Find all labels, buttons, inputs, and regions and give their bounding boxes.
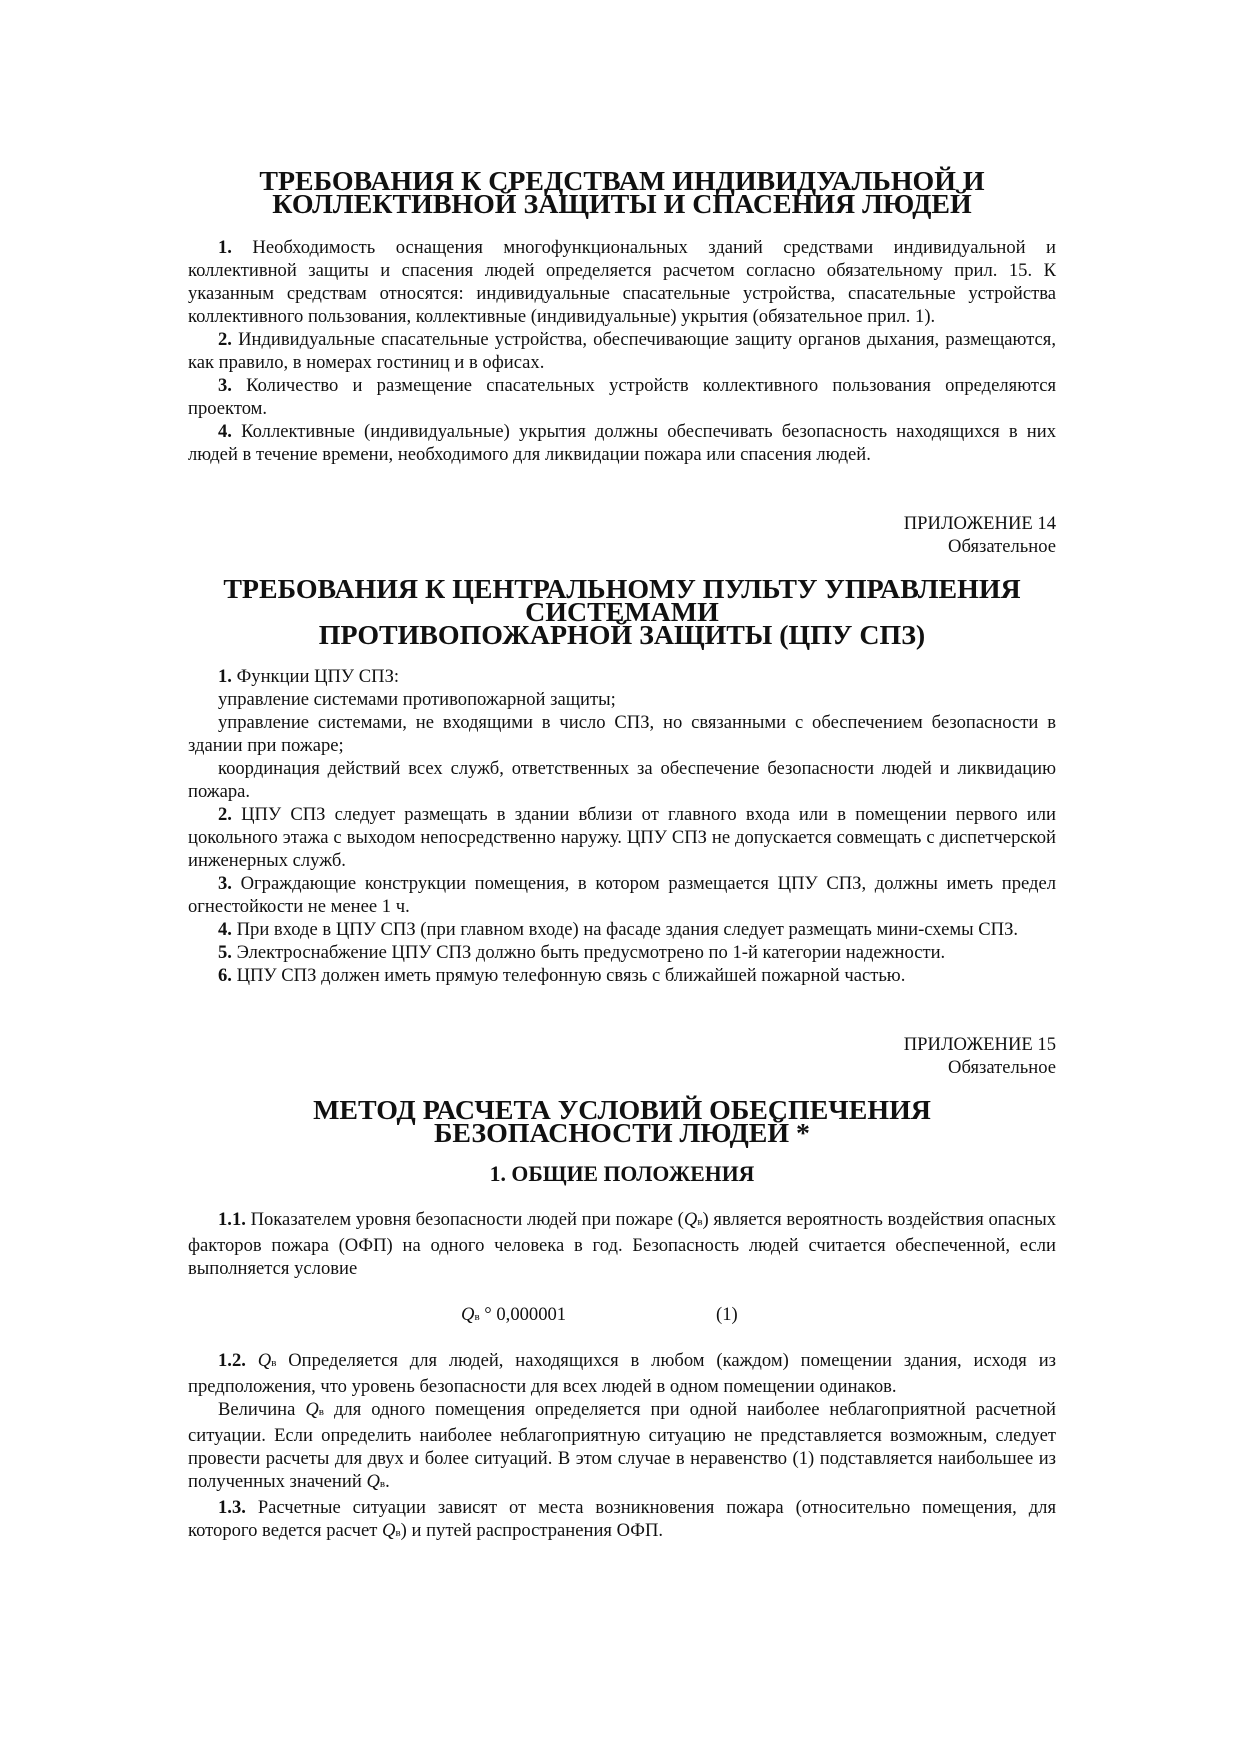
item-text: Необходимость оснащения многофункциональных зданий средствами индивидуальной и коллективной защиты и спасения людей определяется расчетом согласно обязательному прил. 15. К указанным средствам относятся: индивидуальные спасательные устройства, спасательные устройства коллективного пользования, коллективные (индивидуальные) укрытия (обязательное прил. 1).	[188, 237, 1056, 327]
item-number: 6.	[218, 965, 232, 986]
paragraph	[188, 1349, 1056, 1398]
item-number: 1.	[218, 666, 232, 687]
appendix-label: ПРИЛОЖЕНИЕ 15	[903, 1034, 1056, 1055]
symbol-q: Q	[461, 1304, 475, 1325]
paragraph	[188, 1398, 1056, 1496]
item-text: Ограждающие конструкции помещения, в котором размещается ЦПУ СПЗ, должны иметь предел огнестойкости не менее 1 ч.	[188, 873, 1056, 917]
symbol-subscript: в	[318, 1406, 324, 1418]
formula-expression	[461, 1303, 566, 1329]
section-title-method	[188, 1095, 1056, 1149]
item-text: Величина	[218, 1399, 306, 1420]
item-text: При входе в ЦПУ СПЗ (при главном входе) на фасаде здания следует размещать мини-схемы СПЗ.	[231, 919, 1019, 940]
symbol-q: Q	[683, 1209, 698, 1230]
paragraph	[188, 872, 1056, 918]
section-title-control-panel	[188, 574, 1056, 651]
symbol-subscript: в	[379, 1478, 386, 1490]
item-number: 3.	[218, 873, 232, 894]
symbol-subscript: в	[395, 1527, 401, 1539]
formula-value: ° 0,000001	[479, 1304, 567, 1325]
title-line: МЕТОД РАСЧЕТА УСЛОВИЙ ОБЕСПЕЧЕНИЯ	[313, 1095, 931, 1126]
appendix-label: ПРИЛОЖЕНИЕ 14	[903, 513, 1056, 534]
title-line: ТРЕБОВАНИЯ К ЦЕНТРАЛЬНОМУ ПУЛЬТУ УПРАВЛЕНИЯ СИСТЕМАМИ	[223, 574, 1021, 628]
paragraph	[188, 918, 1056, 941]
item-text: ) является вероятность воздействия опасных факторов пожара (ОФП) на одного человека в год. Безопасность людей считается обеспеченной, если выполняется условие	[188, 1209, 1056, 1279]
paragraph	[188, 236, 1056, 328]
appendix-header-14	[188, 512, 1056, 558]
symbol-subscript: в	[271, 1357, 277, 1369]
item-text: Показателем уровня безопасности людей при пожаре (	[245, 1209, 684, 1230]
item-text: ЦПУ СПЗ должен иметь прямую телефонную связь с ближайшей пожарной частью.	[231, 965, 906, 986]
paragraph	[188, 1208, 1056, 1280]
item-text: Расчетные ситуации зависят от места возникновения пожара (относительно помещения, для которого ведется расчет	[188, 1497, 1056, 1541]
item-number: 1.3.	[218, 1497, 246, 1518]
item-number: 1.	[218, 237, 232, 258]
title-line: КОЛЛЕКТИВНОЙ ЗАЩИТЫ И СПАСЕНИЯ ЛЮДЕЙ	[272, 189, 972, 220]
symbol-subscript: в	[697, 1216, 703, 1228]
item-number: 4.	[218, 919, 232, 940]
title-line: ПРОТИВОПОЖАРНОЙ ЗАЩИТЫ (ЦПУ СПЗ)	[318, 620, 926, 651]
appendix-status: Обязательное	[948, 536, 1056, 557]
function-item: координация действий всех служб, ответственных за обеспечение безопасности людей и ликвидацию пожара.	[188, 758, 1056, 802]
document-page	[188, 166, 1056, 1545]
item-text: Коллективные (индивидуальные) укрытия должны обеспечивать безопасность находящихся в них людей в течение времени, необходимого для ликвидации пожара или спасения людей.	[188, 421, 1056, 465]
item-text: Электроснабжение ЦПУ СПЗ должно быть предусмотрено по 1-й категории надежности.	[231, 942, 946, 963]
symbol-subscript: в	[474, 1311, 480, 1323]
item-number: 2.	[218, 804, 232, 825]
formula	[188, 1303, 1056, 1326]
formula-number: (1)	[716, 1304, 738, 1325]
item-number: 3.	[218, 375, 232, 396]
symbol-q: Q	[366, 1471, 380, 1492]
function-item: управление системами, не входящими в число СПЗ, но связанными с обеспечением безопасности в здании при пожаре;	[188, 712, 1056, 756]
item-text: .	[385, 1471, 390, 1492]
section-title-protection	[188, 166, 1056, 220]
item-text: Количество и размещение спасательных устройств коллективного пользования определяются проектом.	[188, 375, 1056, 419]
paragraph	[188, 941, 1056, 964]
paragraph	[188, 328, 1056, 374]
subsection-title: 1. ОБЩИЕ ПОЛОЖЕНИЯ	[489, 1162, 755, 1186]
title-line: БЕЗОПАСНОСТИ ЛЮДЕЙ *	[433, 1118, 811, 1149]
symbol-q: Q	[257, 1350, 272, 1371]
item-number: 1.2.	[218, 1350, 246, 1371]
paragraph	[188, 964, 1056, 987]
paragraph	[188, 1496, 1056, 1545]
item-text: ) и путей распространения ОФП.	[400, 1520, 664, 1541]
item-number: 1.1.	[218, 1209, 246, 1230]
item-text: Oпределяется для людей, находящихся в любом (каждом) помещении здания, исходя из предположения, что уровень безопасности для всех людей в одном помещении одинаков.	[188, 1350, 1056, 1397]
item-text: ЦПУ СПЗ следует размещать в здании вблизи от главного входа или в помещении первого или цокольного этажа с выходом непосредственно наружу. ЦПУ СПЗ не допускается совмещать с диспетчерской инженерных служб.	[188, 804, 1056, 871]
symbol-q: Q	[305, 1399, 319, 1420]
title-line: ТРЕБОВАНИЯ К СРЕДСТВАМ ИНДИВИДУАЛЬНОЙ И	[259, 166, 985, 197]
paragraph	[188, 420, 1056, 466]
item-number: 4.	[218, 421, 232, 442]
item-number: 5.	[218, 942, 232, 963]
item-text: для одного помещения определяется при одной наиболее неблагоприятной расчетной ситуации. Если определить наиболее неблагоприятную ситуацию не представляется возможным, следует провести расчеты для двух и более ситуаций. В этом случае в неравенство (1) подставляется наибольшее из полученных значений	[188, 1399, 1056, 1492]
appendix-header-15	[188, 1033, 1056, 1079]
paragraph	[188, 803, 1056, 872]
paragraph	[188, 374, 1056, 420]
appendix-status: Обязательное	[948, 1057, 1056, 1078]
symbol-q: Q	[382, 1520, 396, 1541]
item-number: 2.	[218, 329, 232, 350]
paragraph	[188, 665, 1056, 688]
item-text: Функции ЦПУ СПЗ:	[231, 666, 400, 687]
function-item: управление системами противопожарной защиты;	[218, 689, 616, 710]
item-text: Индивидуальные спасательные устройства, обеспечивающие защиту органов дыхания, размещаются, как правило, в номерах гостиниц и в офисах.	[188, 329, 1056, 373]
